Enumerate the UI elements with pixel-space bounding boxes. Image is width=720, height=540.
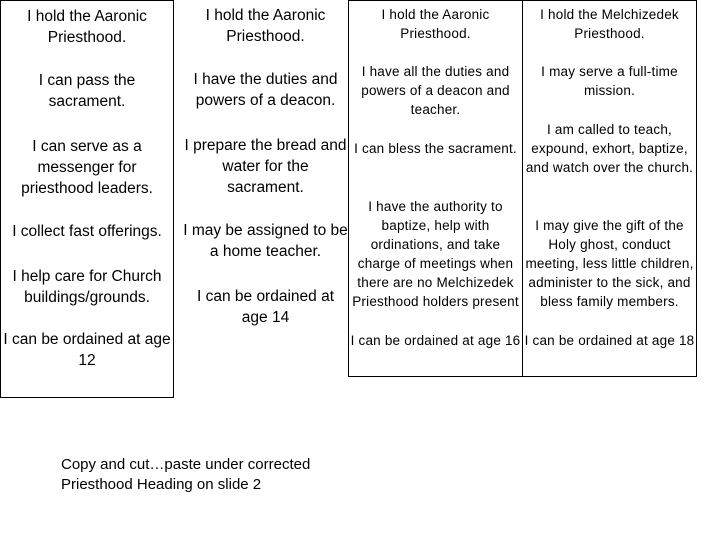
teacher-card[interactable] xyxy=(183,0,349,376)
priest-card[interactable] xyxy=(348,0,523,377)
priest-line-5: I can be ordained at age 16 xyxy=(350,333,521,348)
elder-line-2: I may serve a full-time mission. xyxy=(541,64,678,98)
priest-line-2: I have all the duties and powers of a deacon and teacher. xyxy=(361,64,510,117)
deacon-line-2: I can pass the sacrament. xyxy=(38,72,136,110)
deacon-line-5: I help care for Church buildings/grounds. xyxy=(12,268,162,306)
teacher-line-4: I may be assigned to be a home teacher. xyxy=(183,222,348,260)
priest-line-4: I have the authority to baptize, help with ordinations, and take charge of meetings when there are no Melchizedek Priesthood holders present xyxy=(352,199,519,309)
teacher-line-3: I prepare the bread and water for the sacrament. xyxy=(184,137,347,196)
teacher-line-1: I hold the Aaronic Priesthood. xyxy=(205,7,326,45)
teacher-line-5: I can be ordained at age 14 xyxy=(196,288,335,326)
instruction-note: Copy and cut…paste under corrected Priesthood Heading on slide 2 xyxy=(61,456,311,493)
elder-line-3: I am called to teach, expound, exhort, baptize, and watch over the church. xyxy=(525,122,694,175)
elder-line-5: I can be ordained at age 18 xyxy=(524,333,695,348)
elder-line-1: I hold the Melchizedek Priesthood. xyxy=(540,7,679,41)
deacon-line-6: I can be ordained at age 12 xyxy=(3,331,171,369)
deacon-line-4: I collect fast offerings. xyxy=(12,223,162,240)
deacon-line-3: I can serve as a messenger for priesthood leaders. xyxy=(21,138,153,197)
deacon-line-1: I hold the Aaronic Priesthood. xyxy=(27,8,147,46)
priest-line-3: I can bless the sacrament. xyxy=(354,141,517,156)
elder-line-4: I may give the gift of the Holy ghost, conduct meeting, less little children, administer to the sick, and bless family members. xyxy=(525,218,694,309)
deacon-card[interactable] xyxy=(0,0,174,398)
teacher-line-2: I have the duties and powers of a deacon. xyxy=(193,71,338,109)
elder-card[interactable] xyxy=(522,0,697,377)
priest-line-1: I hold the Aaronic Priesthood. xyxy=(381,7,490,41)
